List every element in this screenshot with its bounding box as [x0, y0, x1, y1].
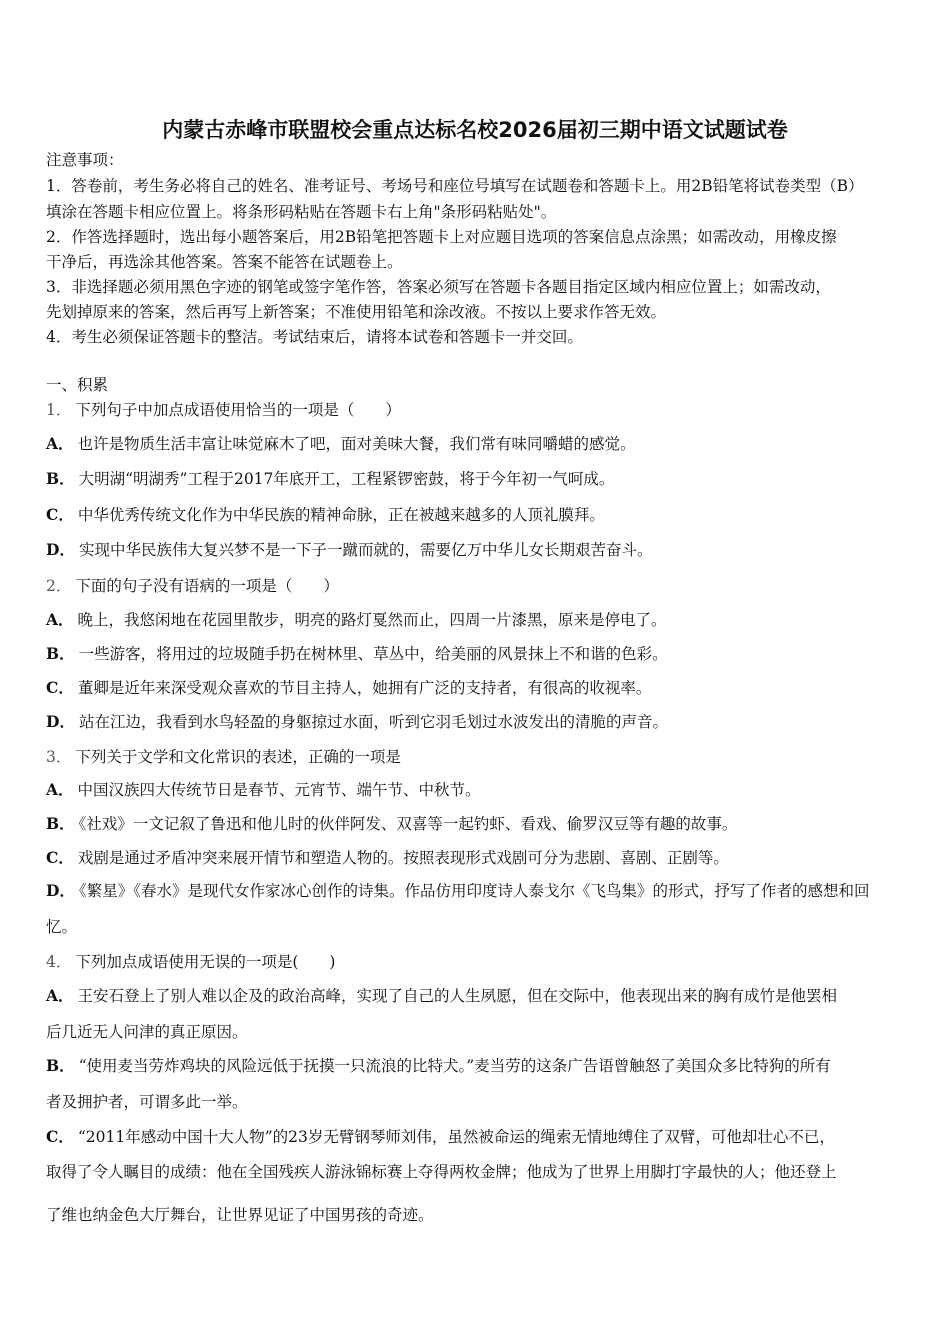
option-line: [46, 469, 614, 489]
option-line: [46, 1056, 831, 1076]
option-text: 晚上，我悠闲地在花园里散步，明亮的路灯戛然而止，四周一片漆黑，原来是停电了。: [77, 611, 667, 629]
option-label: B．: [46, 469, 75, 488]
option-line: [46, 780, 481, 800]
question-text: 下列句子中加点成语使用恰当的一项是（ ）: [75, 401, 401, 419]
option-label: A．: [46, 434, 74, 453]
option-text: 大明湖“明湖秀”工程于2017年底开工，工程紧锣密鼓，将于今年初一气呵成。: [78, 470, 615, 488]
option-label: C．: [46, 678, 74, 697]
notice-line: 干净后，再选涂其他答案。答案不能答在试题卷上。: [46, 253, 403, 271]
question-number: 2．: [46, 577, 72, 595]
option-line: [46, 848, 729, 868]
option-text: “使用麦当劳炸鸡块的风险远低于抚摸一只流浪的比特犬。”麦当劳的这条广告语曾触怒了美国众多比特狗的所有: [78, 1057, 831, 1075]
option-label: C．: [46, 848, 74, 867]
option-text: 忆。: [46, 918, 78, 936]
option-line: [46, 678, 651, 698]
option-label: D．: [46, 881, 75, 900]
option-label: C．: [46, 1127, 74, 1146]
question-number: 4．: [46, 953, 72, 971]
option-line: [46, 1205, 434, 1225]
option-label: D．: [46, 540, 75, 559]
option-line: [46, 1162, 837, 1182]
question-text: 下面的句子没有语病的一项是（ ）: [75, 577, 339, 595]
option-text: 站在江边，我看到水鸟轻盈的身躯掠过水面，听到它羽毛划过水波发出的清脆的声音。: [78, 713, 668, 731]
option-line: [46, 1092, 248, 1112]
option-line: [46, 1022, 248, 1042]
option-text: 董卿是近年来深受观众喜欢的节目主持人，她拥有广泛的支持者，有很高的收视率。: [77, 679, 652, 697]
question-number: 1．: [46, 401, 72, 419]
option-line: [46, 712, 668, 732]
option-line: [46, 986, 837, 1006]
notice-line: 2．作答选择题时，选出每小题答案后，用2B铅笔把答题卡上对应题目选项的答案信息点涂黑；如需改动，用橡皮擦: [46, 228, 837, 246]
option-text: 后几近无人问津的真正原因。: [46, 1023, 248, 1041]
option-line: [46, 814, 737, 834]
page-title: 内蒙古赤峰市联盟校会重点达标名校2026届初三期中语文试题试卷: [162, 118, 788, 142]
option-line: [46, 610, 667, 630]
notice-line: 3．非选择题必须用黑色字迹的钢笔或签字笔作答，答案必须写在答题卡各题目指定区域内相应位置上；如需改动，: [46, 278, 831, 296]
option-text: 中国汉族四大传统节日是春节、元宵节、端午节、中秋节。: [77, 781, 481, 799]
question-number: 3．: [46, 748, 72, 766]
option-text: 《繁星》《春水》是现代女作家冰心创作的诗集。作品仿用印度诗人泰戈尔《飞鸟集》的形式，抒写了作者的感想和回: [78, 882, 870, 900]
option-text: 取得了令人瞩目的成绩：他在全国残疾人游泳锦标赛上夺得两枚金牌；他成为了世界上用脚打字最快的人；他还登上: [46, 1163, 837, 1181]
option-text: “2011年感动中国十大人物”的23岁无臂钢琴师刘伟，虽然被命运的绳索无情地缚住了双臂，可他却壮心不已，: [77, 1128, 835, 1146]
option-label: B．: [46, 1056, 75, 1075]
option-line: [46, 434, 636, 454]
option-line: [46, 505, 605, 525]
option-label: D．: [46, 712, 75, 731]
notice-line: 填涂在答题卡相应位置上。将条形码粘贴在答题卡右上角"条形码粘贴处"。: [46, 203, 557, 221]
option-line: [46, 540, 652, 560]
option-label: A．: [46, 780, 74, 799]
notice-heading: 注意事项：: [46, 151, 124, 169]
option-label: C．: [46, 505, 74, 524]
option-text: 了维也纳金色大厅舞台，让世界见证了中国男孩的奇迹。: [46, 1206, 434, 1224]
option-text: 戏剧是通过矛盾冲突来展开情节和塑造人物的。按照表现形式戏剧可分为悲剧、喜剧、正剧等。: [77, 849, 729, 867]
question-stem: [46, 400, 401, 420]
notice-line: 1．答卷前，考生务必将自己的姓名、准考证号、考场号和座位号填写在试题卷和答题卡上。用2B铅笔将试卷类型（B）: [46, 177, 864, 195]
option-line: [46, 917, 77, 937]
question-stem: [46, 747, 401, 767]
option-text: 也许是物质生活丰富让味觉麻木了吧，面对美味大餐，我们常有味同嚼蜡的感觉。: [77, 435, 636, 453]
option-label: A．: [46, 986, 74, 1005]
question-text: 下列加点成语使用无误的一项是( ): [75, 953, 336, 971]
option-text: 王安石登上了别人难以企及的政治高峰，实现了自己的人生夙愿，但在交际中，他表现出来的胸有成竹是他罢相: [77, 987, 838, 1005]
option-text: 中华优秀传统文化作为中华民族的精神命脉，正在被越来越多的人顶礼膜拜。: [77, 506, 605, 524]
option-label: B．: [46, 814, 75, 833]
option-text: 《社戏》一文记叙了鲁迅和他儿时的伙伴阿发、双喜等一起钓虾、看戏、偷罗汉豆等有趣的故事。: [78, 815, 738, 833]
notice-line: 先划掉原来的答案，然后再写上新答案；不准使用铅笔和涂改液。不按以上要求作答无效。: [46, 303, 667, 321]
question-stem: [46, 952, 335, 972]
option-text: 一些游客，将用过的垃圾随手扔在树林里、草丛中，给美丽的风景抹上不和谐的色彩。: [78, 645, 668, 663]
option-text: 实现中华民族伟大复兴梦不是一下子一蹴而就的，需要亿万中华儿女长期艰苦奋斗。: [78, 541, 653, 559]
option-line: [46, 881, 869, 901]
option-label: A．: [46, 610, 74, 629]
notice-line: 4．考生必须保证答题卡的整洁。考试结束后，请将本试卷和答题卡一并交回。: [46, 328, 583, 346]
question-stem: [46, 576, 339, 596]
option-line: [46, 644, 668, 664]
question-text: 下列关于文学和文化常识的表述，正确的一项是: [75, 748, 401, 766]
section-heading: 一、积累: [46, 376, 109, 394]
option-text: 者及拥护者，可谓多此一举。: [46, 1093, 248, 1111]
option-line: [46, 1127, 835, 1147]
option-label: B．: [46, 644, 75, 663]
